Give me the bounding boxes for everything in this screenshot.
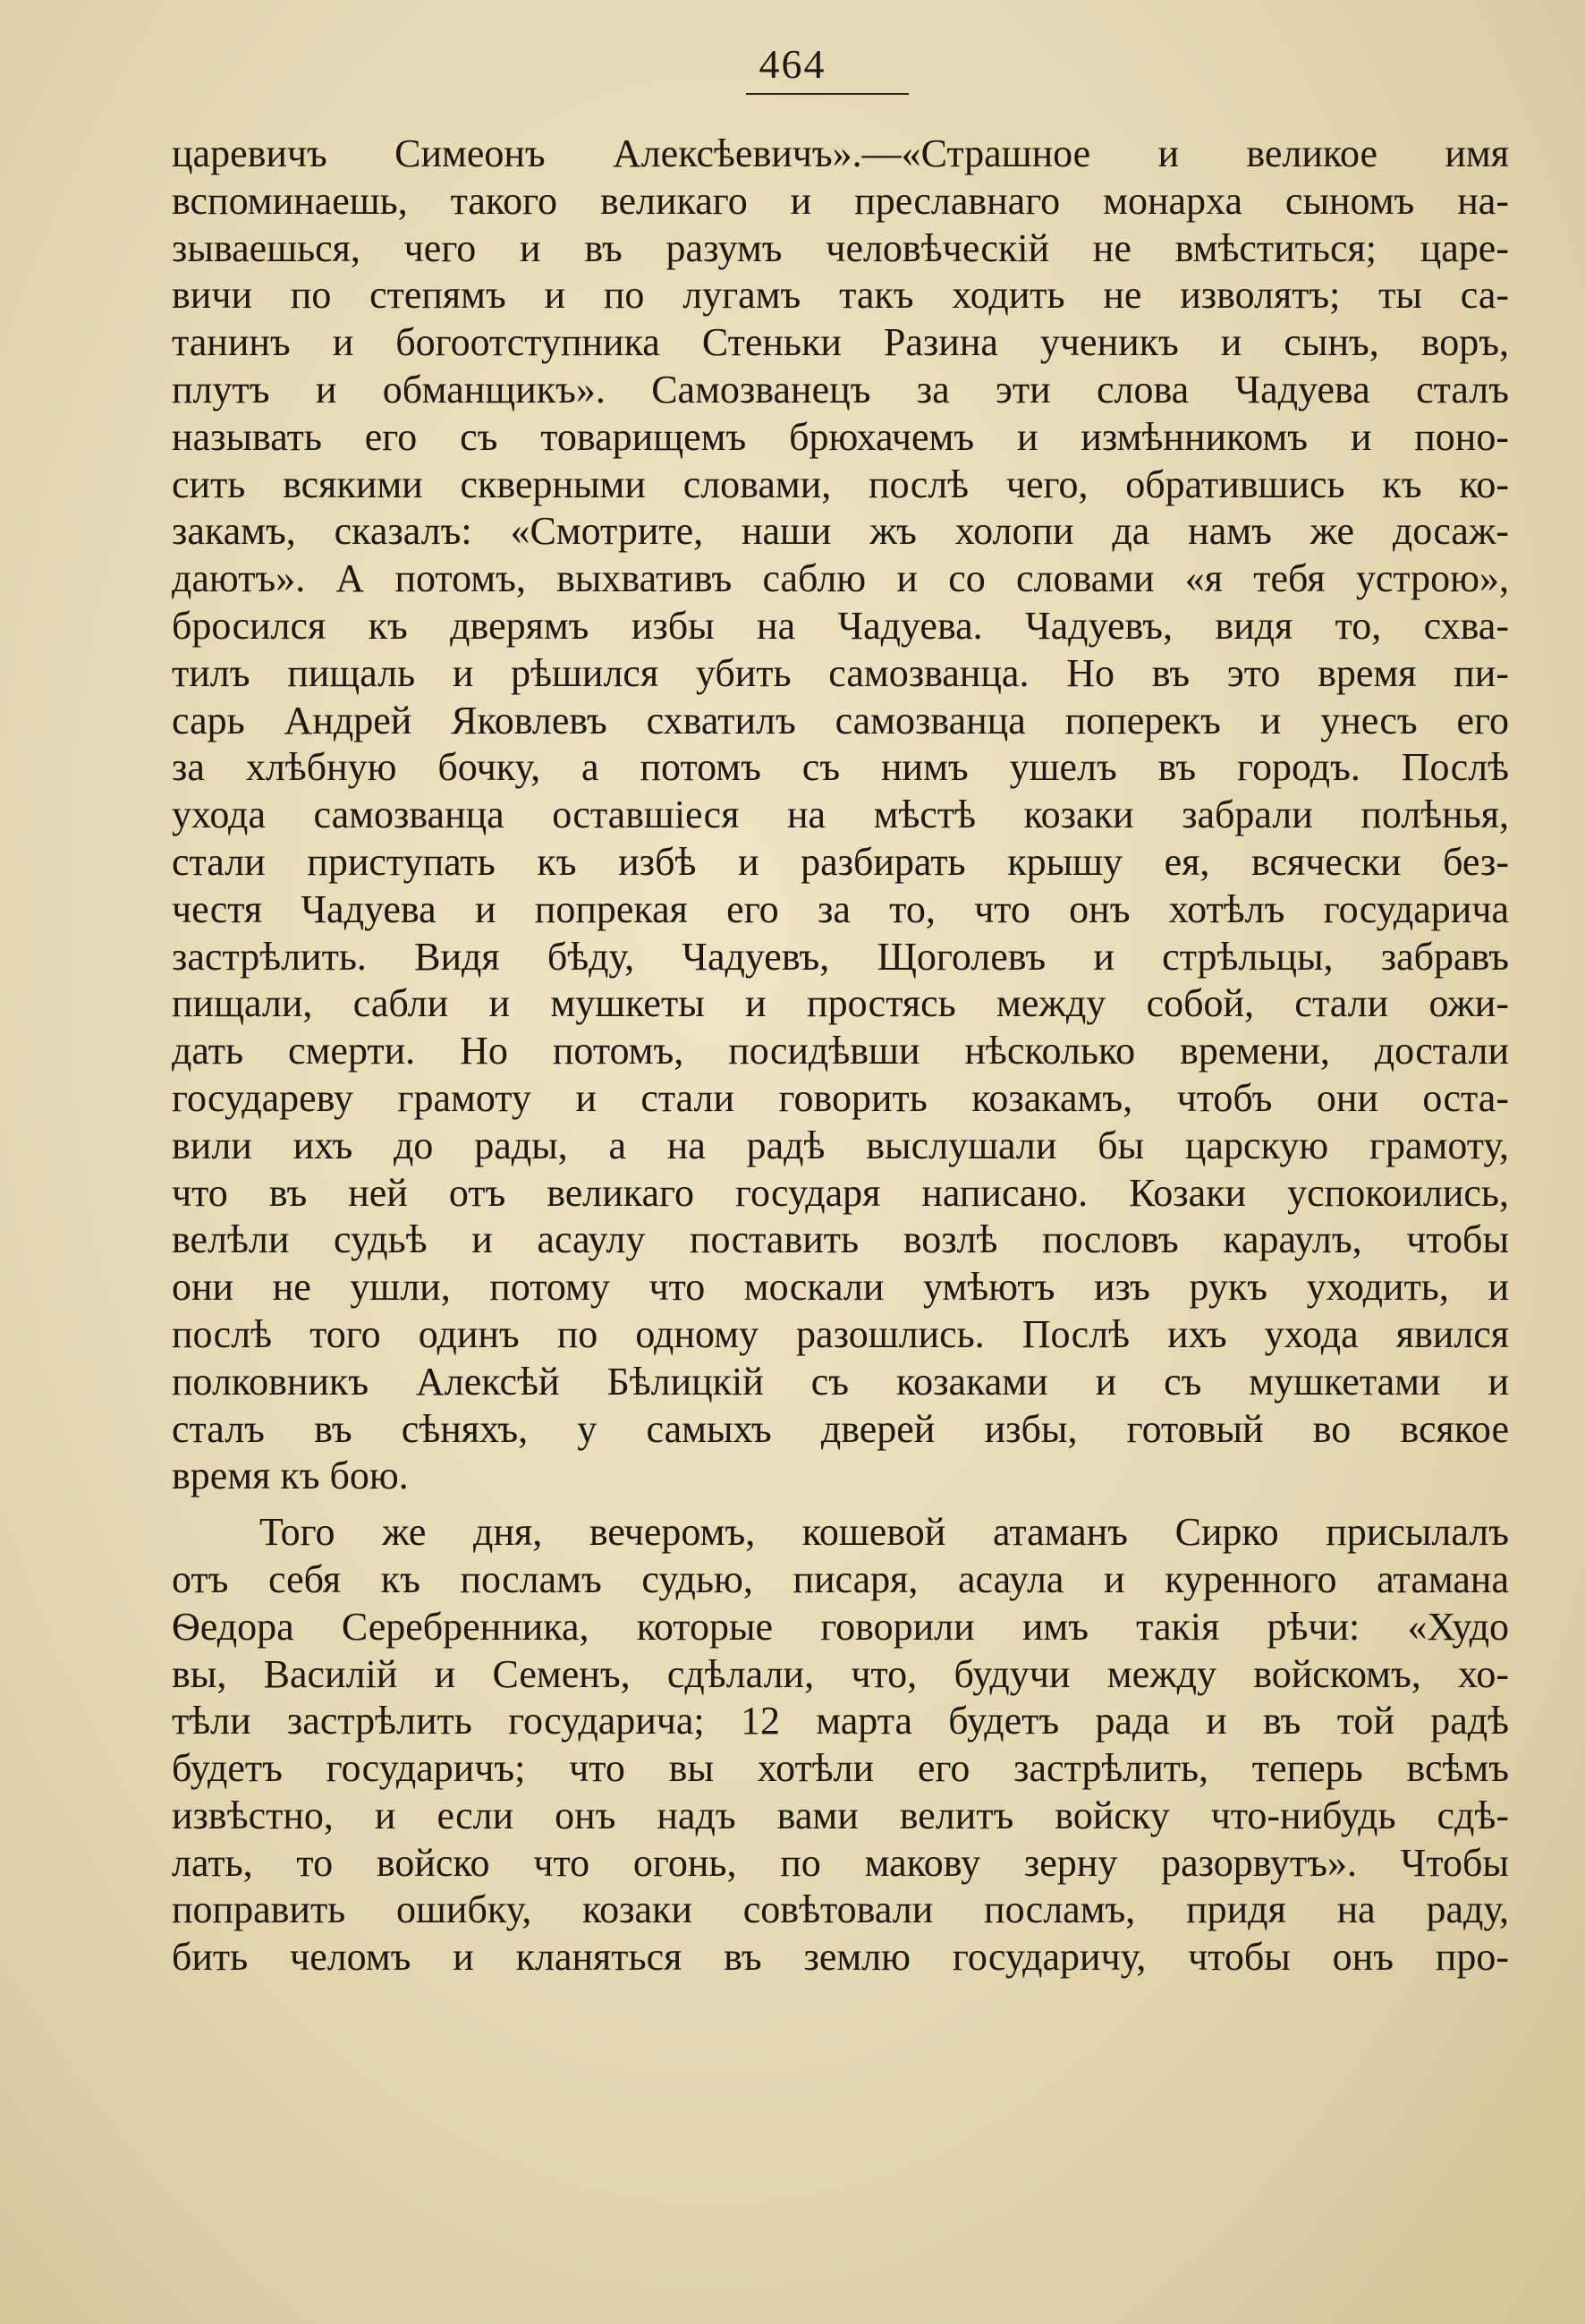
text-line: что въ ней отъ великаго государя написано. Козаки успокоились, [172, 1170, 1509, 1215]
paragraph-1 [172, 131, 1509, 1500]
text-line: извѣстно, и если онъ надъ вами велитъ войску что-нибудь сдѣ- [172, 1793, 1509, 1837]
text-line: закамъ, сказалъ: «Смотрите, наши жъ холопи да намъ же досаж- [172, 509, 1509, 554]
page-body [172, 131, 1509, 1981]
text-line: стали приступать къ избѣ и разбирать крышу ея, всячески без- [172, 839, 1509, 884]
paragraph-2 [172, 1509, 1509, 1981]
text-line: велѣли судьѣ и асаулу поставить возлѣ пословъ караулъ, чтобы [172, 1217, 1509, 1262]
text-line: поправить ошибку, козаки совѣтовали посламъ, придя на раду, [172, 1887, 1509, 1932]
text-line: сталъ въ сѣняхъ, у самыхъ дверей избы, готовый во всякое [172, 1406, 1509, 1451]
text-line: плутъ и обманщикъ». Самозванецъ за эти слова Чадуева сталъ [172, 367, 1509, 411]
text-line: ухода самозванца оставшіеся на мѣстѣ козаки забрали полѣнья, [172, 793, 1509, 837]
text-line: тилъ пищаль и рѣшился убить самозванца. Но въ это время пи- [172, 650, 1509, 695]
text-line: даютъ». А потомъ, выхвативъ саблю и со словами «я тебя устрою», [172, 556, 1509, 601]
header-rule [746, 93, 909, 95]
text-line: дать смерти. Но потомъ, посидѣвши нѣсколько времени, достали [172, 1029, 1509, 1073]
text-line: Того же дня, вечеромъ, кошевой атаманъ Сирко присылалъ [259, 1510, 1509, 1555]
text-line: сарь Андрей Яковлевъ схватилъ самозванца поперекъ и унесъ его [172, 698, 1509, 742]
text-line: отъ себя къ посламъ судью, писаря, асаула и куренного атамана [172, 1556, 1509, 1601]
text-line: танинъ и богоотступника Стеньки Разина ученикъ и сынъ, воръ, [172, 320, 1509, 365]
text-line: сить всякими скверными словами, послѣ чего, обратившись къ ко- [172, 462, 1509, 506]
text-line: вы, Василій и Семенъ, сдѣлали, что, будучи между войскомъ, хо- [172, 1651, 1509, 1696]
text-line: они не ушли, потому что москали умѣютъ изъ рукъ уходить, и [172, 1265, 1509, 1310]
text-line: за хлѣбную бочку, а потомъ съ нимъ ушелъ въ городъ. Послѣ [172, 745, 1509, 790]
text-line: полковникъ Алексѣй Бѣлицкій съ козаками и съ мушкетами и [172, 1359, 1509, 1404]
text-line: вичи по степямъ и по лугамъ такъ ходить не изволятъ; ты са- [172, 273, 1509, 318]
text-line: честя Чадуева и попрекая его за то, что онъ хотѣлъ государича [172, 886, 1509, 931]
text-line: бить челомъ и кланяться въ землю государичу, чтобы онъ про- [172, 1935, 1509, 1980]
text-line: зываешься, чего и въ разумъ человѣческій не вмѣститься; царе- [172, 225, 1509, 270]
text-line: тѣли застрѣлить государича; 12 марта будетъ рада и въ той радѣ [172, 1699, 1509, 1743]
text-line: вспоминаешь, такого великаго и преславнаго монарха сыномъ на- [172, 178, 1509, 223]
text-line: будетъ государичъ; что вы хотѣли его застрѣлить, теперь всѣмъ [172, 1746, 1509, 1791]
paragraph-gap [172, 1500, 1509, 1509]
text-line: пищали, сабли и мушкеты и простясь между собой, стали ожи- [172, 981, 1509, 1026]
text-line: называть его съ товарищемъ брюхачемъ и измѣнникомъ и поно- [172, 414, 1509, 459]
text-line: застрѣлить. Видя бѣду, Чадуевъ, Щоголевъ и стрѣльцы, забравъ [172, 934, 1509, 979]
text-line: время къ бою. [172, 1454, 409, 1498]
text-line: царевичъ Симеонъ Алексѣевичъ».—«Страшное и великое имя [172, 131, 1509, 175]
text-line: бросился къ дверямъ избы на Чадуева. Чадуевъ, видя то, схва- [172, 603, 1509, 648]
text-line: Ѳедора Серебренника, которые говорили имъ такія рѣчи: «Худо [172, 1604, 1509, 1649]
page-number: 464 [759, 41, 826, 87]
text-line: лать, то войско что огонь, по макову зерну разорвутъ». Чтобы [172, 1840, 1509, 1885]
text-line: послѣ того одинъ по одному разошлись. Послѣ ихъ ухода явился [172, 1311, 1509, 1356]
text-line: государеву грамоту и стали говорить козакамъ, чтобъ они оста- [172, 1075, 1509, 1120]
text-line: вили ихъ до рады, а на радѣ выслушали бы царскую грамоту, [172, 1123, 1509, 1167]
